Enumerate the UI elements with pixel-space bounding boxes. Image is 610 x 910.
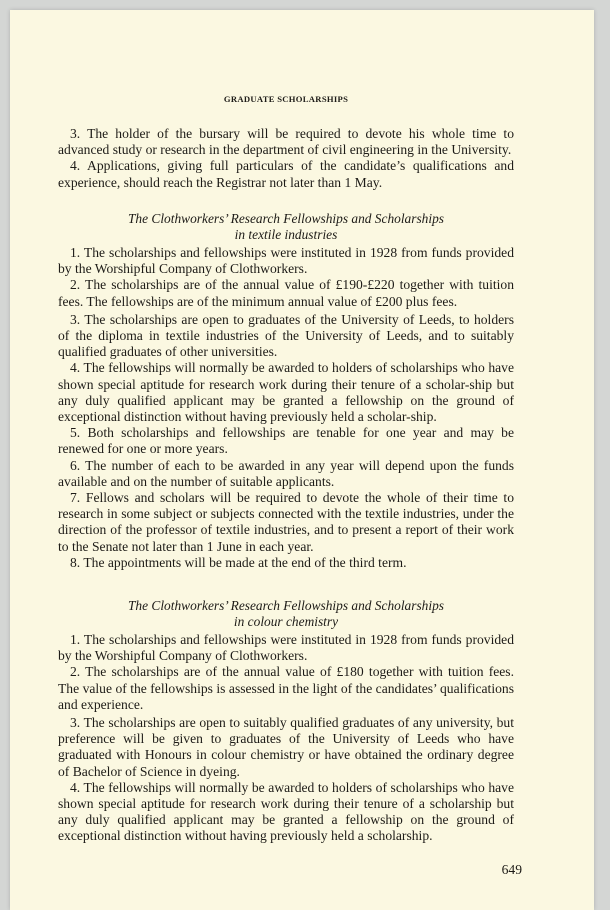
section-paragraph: 5. Both scholarships and fellowships are tenable for one year and may be renewed for one or more years. bbox=[58, 425, 514, 457]
section-paragraph: 4. The fellowships will normally be awarded to holders of scholarships who have shown special aptitude for research work during their tenure of a scholar-ship but any duly qualified applicant may be granted a fellowship on the ground of exceptional distinction without having previously held a scholar-ship. bbox=[58, 360, 514, 425]
section-paragraph: 4. The fellowships will normally be awarded to holders of scholarships who have shown special aptitude for research work during their tenure of a scholarship but any duly qualified applicant may be granted a fellowship on the ground of exceptional distinction without having previously held a scholarship. bbox=[58, 779, 514, 844]
section-subtitle: in colour chemistry bbox=[233, 614, 339, 629]
section-paragraph: 1. The scholarships and fellowships were instituted in 1928 from funds provided by the Worshipful Company of Clothworkers. bbox=[58, 245, 514, 277]
section-paragraph: 1. The scholarships and fellowships were instituted in 1928 from funds provided by the Worshipful Company of Clothworkers. bbox=[58, 632, 514, 664]
section-paragraph: 3. The scholarships are open to graduates of the University of Leeds, to holders of the diploma in textile industries of the University of Leeds, and to suitably qualified graduates of other universities. bbox=[58, 311, 514, 360]
section-paragraph: 2. The scholarships are of the annual value of £190-£220 together with tuition fees. The fellowships are of the minimum annual value of £200 plus fees. bbox=[58, 277, 514, 309]
section-paragraph: 2. The scholarships are of the annual value of £180 together with tuition fees. The value of the fellowships is assessed in the light of the candidates’ qualifications and experience. bbox=[58, 664, 514, 712]
page-number: 649 bbox=[501, 862, 522, 877]
section-textile-industries bbox=[58, 211, 514, 571]
running-head: GRADUATE SCHOLARSHIPS bbox=[223, 94, 349, 104]
section-paragraph: 8. The appointments will be made at the end of the third term. bbox=[70, 554, 407, 570]
intro-block bbox=[58, 126, 514, 191]
intro-paragraph-3: 3. The holder of the bursary will be required to devote his whole time to advanced study or research in the department of civil engineering in the University. bbox=[58, 126, 514, 158]
section-subtitle: in textile industries bbox=[234, 227, 338, 242]
section-title: The Clothworkers’ Research Fellowships and Scholarships bbox=[127, 211, 445, 226]
section-paragraph: 6. The number of each to be awarded in any year will depend upon the funds available and on the number of suitable applicants. bbox=[58, 457, 514, 489]
section-title: The Clothworkers’ Research Fellowships and Scholarships bbox=[127, 598, 445, 613]
intro-paragraph-4: 4. Applications, giving full particulars of the candidate’s qualifications and experience, should reach the Registrar not later than 1 May. bbox=[58, 158, 514, 190]
section-colour-chemistry bbox=[58, 598, 514, 845]
document-page bbox=[10, 10, 594, 910]
section-paragraph: 3. The scholarships are open to suitably qualified graduates of any university, but preference will be given to graduates of the University of Leeds who have graduated with Honours in colour chemistry or have obtained the ordinary degree of Bachelor of Science in dyeing. bbox=[58, 715, 514, 779]
section-paragraph: 7. Fellows and scholars will be required to devote the whole of their time to research in some subject or subjects connected with the textile industries, under the direction of the professor of textile industries, and to present a report of their work to the Senate not later than 1 June in each year. bbox=[58, 490, 514, 554]
